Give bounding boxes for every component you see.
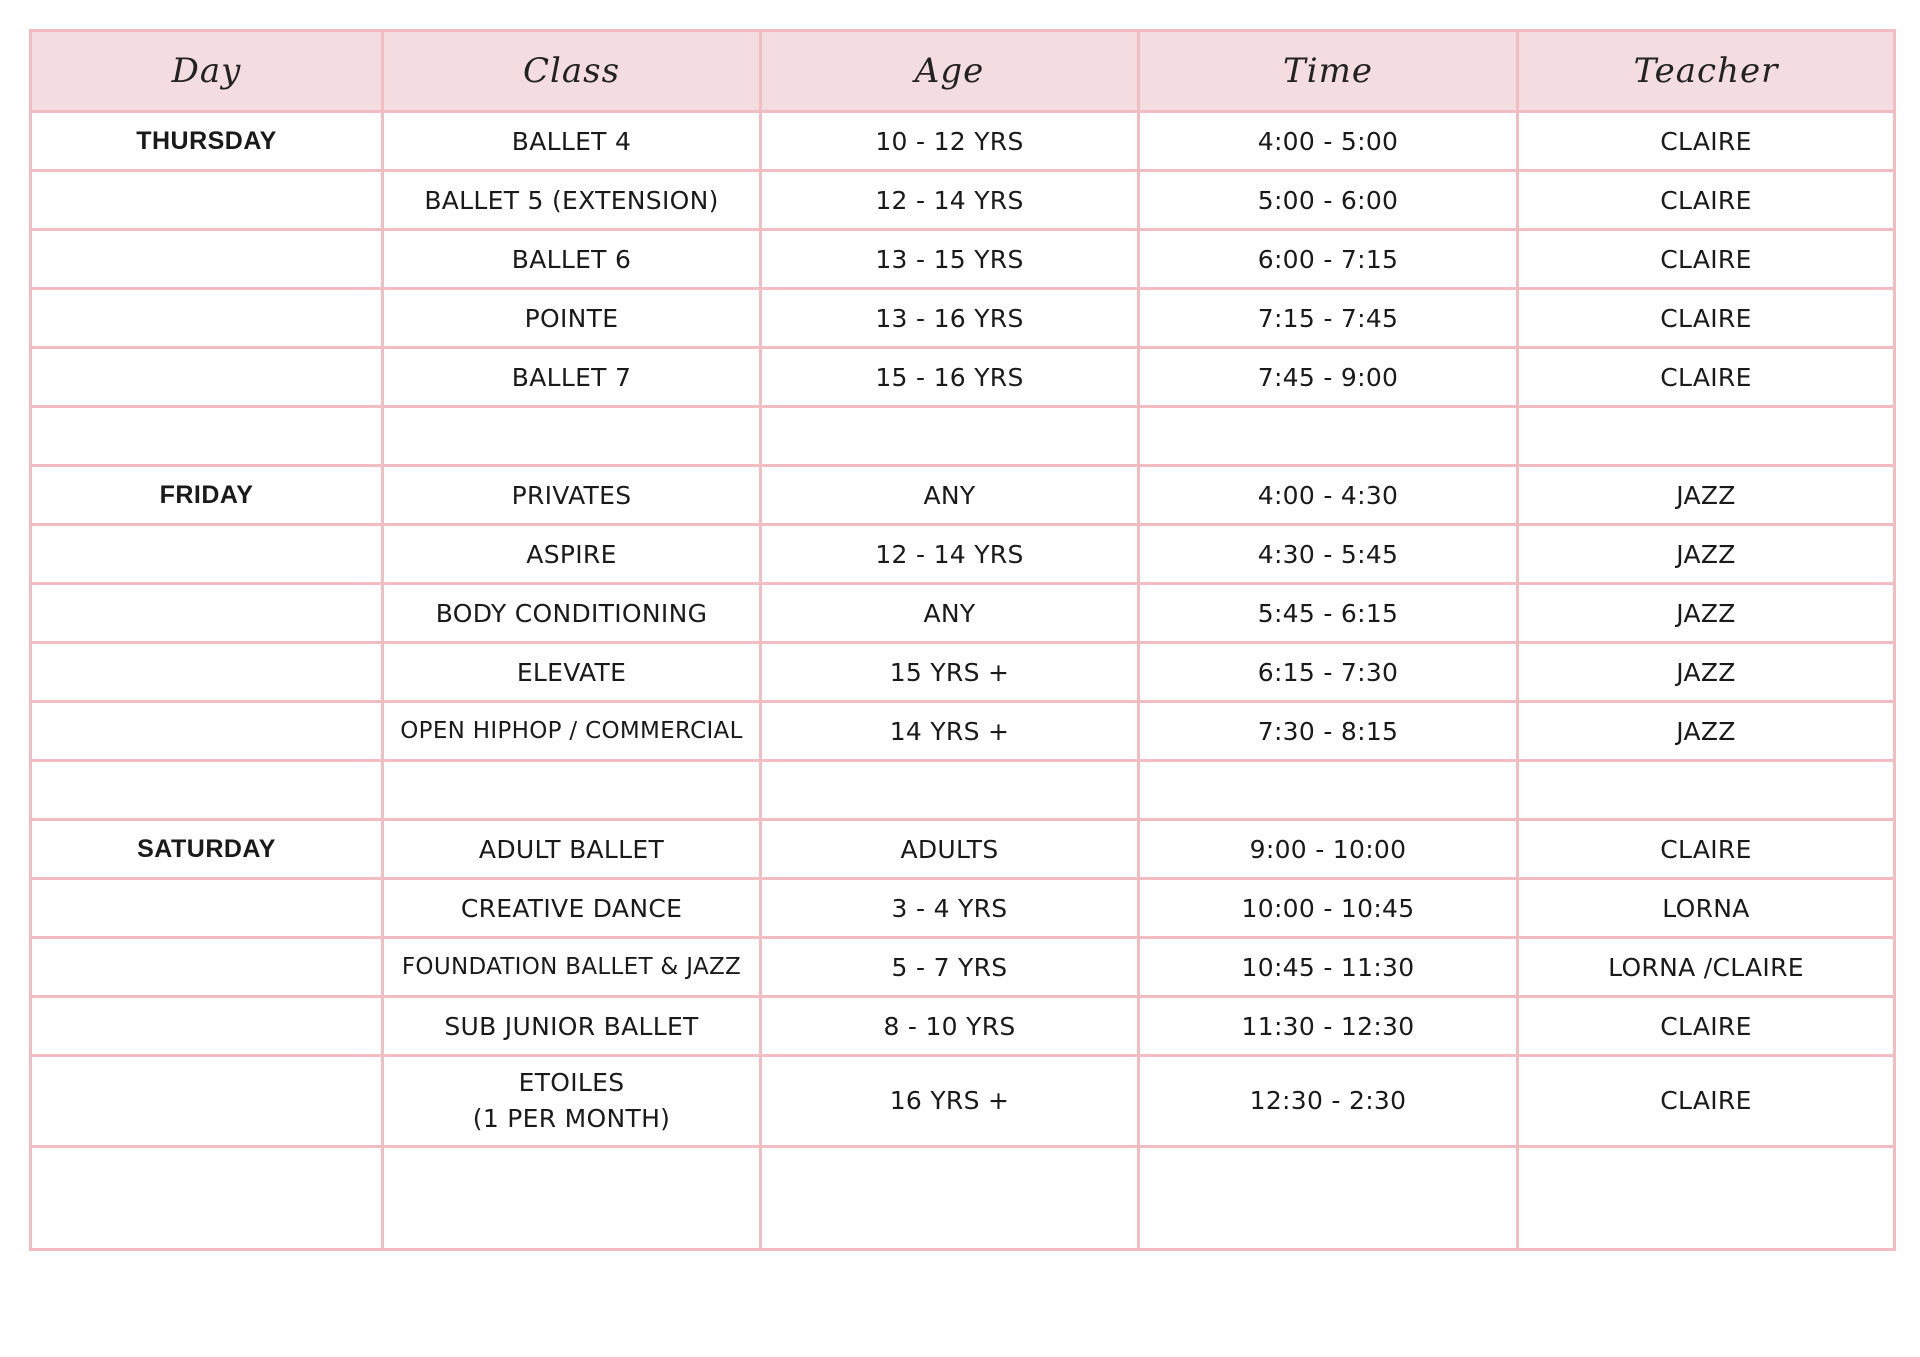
class-cell: SUB JUNIOR BALLET [383,997,761,1056]
teacher-cell: CLAIRE [1518,171,1895,230]
age-cell: 3 - 4 YRS [761,879,1139,938]
class-cell: BALLET 6 [383,230,761,289]
day-cell [31,938,383,997]
teacher-cell: JAZZ [1518,525,1895,584]
age-cell: 13 - 16 YRS [761,289,1139,348]
spacer-row [31,407,1895,466]
day-cell [31,525,383,584]
table-row [31,584,1895,643]
class-cell: POINTE [383,289,761,348]
time-cell: 7:45 - 9:00 [1139,348,1518,407]
day-cell: FRIDAY [31,466,383,525]
teacher-cell: CLAIRE [1518,820,1895,879]
time-cell: 4:00 - 4:30 [1139,466,1518,525]
table-row [31,466,1895,525]
table-row [31,525,1895,584]
table-row [31,348,1895,407]
class-schedule-table [29,29,1896,1251]
table-row [31,171,1895,230]
time-cell: 5:00 - 6:00 [1139,171,1518,230]
class-cell: OPEN HIPHOP / COMMERCIAL [383,702,761,761]
day-cell [31,171,383,230]
day-cell: THURSDAY [31,112,383,171]
age-cell [761,761,1139,820]
teacher-cell: JAZZ [1518,466,1895,525]
table-header [31,31,1895,112]
time-cell [1139,1147,1518,1250]
teacher-cell: CLAIRE [1518,1056,1895,1147]
teacher-cell [1518,761,1895,820]
age-cell: 12 - 14 YRS [761,171,1139,230]
time-cell: 4:00 - 5:00 [1139,112,1518,171]
table-row [31,230,1895,289]
class-line: ETOILES [518,1068,625,1097]
time-cell [1139,407,1518,466]
class-cell: PRIVATES [383,466,761,525]
class-cell [383,1147,761,1250]
day-cell [31,997,383,1056]
class-cell: BALLET 4 [383,112,761,171]
teacher-cell: CLAIRE [1518,289,1895,348]
time-cell: 12:30 - 2:30 [1139,1056,1518,1147]
teacher-cell: CLAIRE [1518,230,1895,289]
teacher-cell: CLAIRE [1518,348,1895,407]
day-cell [31,1147,383,1250]
table-body [31,112,1895,1250]
table-row [31,1056,1895,1147]
header-teacher: Teacher [1518,31,1895,112]
header-time: Time [1139,31,1518,112]
table-row [31,702,1895,761]
teacher-cell: CLAIRE [1518,997,1895,1056]
day-cell [31,761,383,820]
header-class: Class [383,31,761,112]
age-cell: ADULTS [761,820,1139,879]
time-cell: 10:00 - 10:45 [1139,879,1518,938]
day-cell: SATURDAY [31,820,383,879]
time-cell: 11:30 - 12:30 [1139,997,1518,1056]
spacer-row [31,1147,1895,1250]
class-cell [383,761,761,820]
time-cell: 6:15 - 7:30 [1139,643,1518,702]
age-cell: 5 - 7 YRS [761,938,1139,997]
age-cell: ANY [761,466,1139,525]
day-cell [31,1056,383,1147]
class-cell: BALLET 7 [383,348,761,407]
age-cell: 14 YRS + [761,702,1139,761]
teacher-cell: CLAIRE [1518,112,1895,171]
day-cell [31,230,383,289]
header-row [31,31,1895,112]
teacher-cell: JAZZ [1518,643,1895,702]
age-cell: 15 YRS + [761,643,1139,702]
day-cell [31,407,383,466]
class-cell: ELEVATE [383,643,761,702]
day-cell [31,584,383,643]
table-row [31,879,1895,938]
spacer-row [31,761,1895,820]
age-cell: 15 - 16 YRS [761,348,1139,407]
class-cell: ADULT BALLET [383,820,761,879]
age-cell: 13 - 15 YRS [761,230,1139,289]
age-cell [761,1147,1139,1250]
time-cell: 5:45 - 6:15 [1139,584,1518,643]
class-cell: CREATIVE DANCE [383,879,761,938]
teacher-cell [1518,407,1895,466]
day-cell [31,702,383,761]
class-cell: BODY CONDITIONING [383,584,761,643]
day-cell [31,643,383,702]
class-cell [383,407,761,466]
table-row [31,997,1895,1056]
age-cell: 8 - 10 YRS [761,997,1139,1056]
age-cell: 16 YRS + [761,1056,1139,1147]
class-cell [383,1056,761,1147]
day-cell [31,348,383,407]
age-cell [761,407,1139,466]
day-cell [31,289,383,348]
table-row [31,938,1895,997]
age-cell: 10 - 12 YRS [761,112,1139,171]
time-cell: 4:30 - 5:45 [1139,525,1518,584]
time-cell: 7:15 - 7:45 [1139,289,1518,348]
teacher-cell: JAZZ [1518,584,1895,643]
teacher-cell [1518,1147,1895,1250]
table-row [31,820,1895,879]
table-row [31,289,1895,348]
class-cell: ASPIRE [383,525,761,584]
header-age: Age [761,31,1139,112]
header-day: Day [31,31,383,112]
time-cell: 6:00 - 7:15 [1139,230,1518,289]
teacher-cell: LORNA /CLAIRE [1518,938,1895,997]
time-cell: 9:00 - 10:00 [1139,820,1518,879]
time-cell [1139,761,1518,820]
class-cell: FOUNDATION BALLET & JAZZ [383,938,761,997]
teacher-cell: JAZZ [1518,702,1895,761]
age-cell: 12 - 14 YRS [761,525,1139,584]
teacher-cell: LORNA [1518,879,1895,938]
class-cell: BALLET 5 (EXTENSION) [383,171,761,230]
day-cell [31,879,383,938]
table-row [31,112,1895,171]
time-cell: 7:30 - 8:15 [1139,702,1518,761]
class-line: (1 PER MONTH) [472,1104,671,1133]
age-cell: ANY [761,584,1139,643]
table-row [31,643,1895,702]
time-cell: 10:45 - 11:30 [1139,938,1518,997]
